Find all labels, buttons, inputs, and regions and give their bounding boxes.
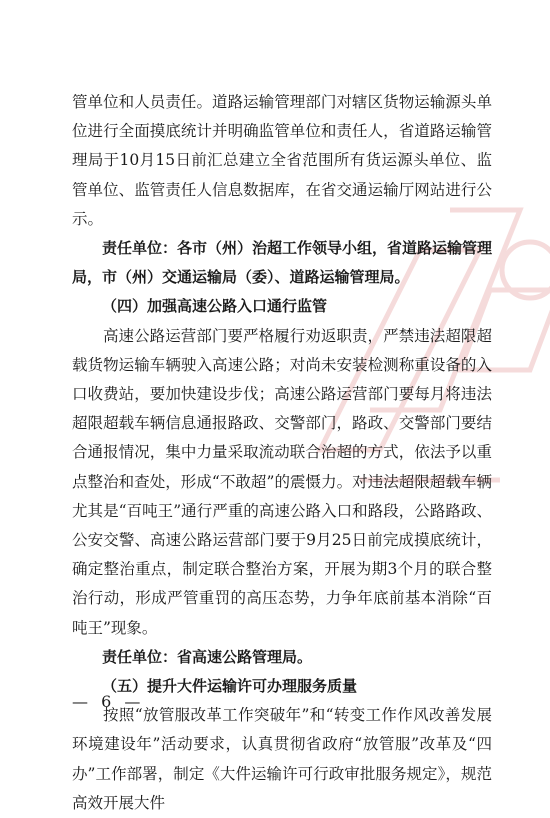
section-heading-4: （四）加强高速公路入口通行监管 <box>102 297 328 316</box>
paragraph-permit-service: 按照“放管服改革工作突破年”和“转变工作作风改善发展环境建设年”活动要求，认真贯彻省政府“放管服”改革及“四办”工作部署，制定《大件运输许可行政审批服务规定》，规范高效开展大件 <box>72 706 492 812</box>
paragraph-continuation: 管单位和人员责任。道路运输管理部门对辖区货物运输源头单位进行全面摸底统计并明确监管单位和责任人，省道路运输管理局于10月15日前汇总建立全省范围所有货运源头单位、监管单位、监管责任人信息数据库，在省交通运输厅网站进行公示。 <box>72 93 492 228</box>
responsible-units-1: 责任单位：各市（州）治超工作领导小组，省道路运输管理局，市（州）交通运输局（委）、道路运输管理局。 <box>72 239 493 287</box>
responsible-units-2: 责任单位：省高速公路管理局。 <box>102 647 313 666</box>
page-number: — 6 — <box>72 692 145 711</box>
section-heading-5: （五）提升大件运输许可办理服务质量 <box>102 677 358 696</box>
paragraph-highway-supervision: 高速公路运营部门要严格履行劝返职责，严禁违法超限超载货物运输车辆驶入高速公路；对尚未安装检测称重设备的入口收费站，要加快建设步伐；高速公路运营部门要每月将违法超限超载车辆信息通报路政、交警部门，路政、交警部门要结合通报情况，集中力量采取流动联合治超的方式，依法予以重点整治和查处，形成“不敢超”的震慑力。对违法超限超载车辆尤其是“百吨王”通行严重的高速公路入口和路段，公路路政、公安交警、高速公路运营部门要于9月25日前完成摸底统计，确定整治重点，制定联合整治方案，开展为期3个月的联合整治行动，形成严管重罚的高压态势，力争年底前基本消除“百吨王”现象。 <box>72 326 492 637</box>
